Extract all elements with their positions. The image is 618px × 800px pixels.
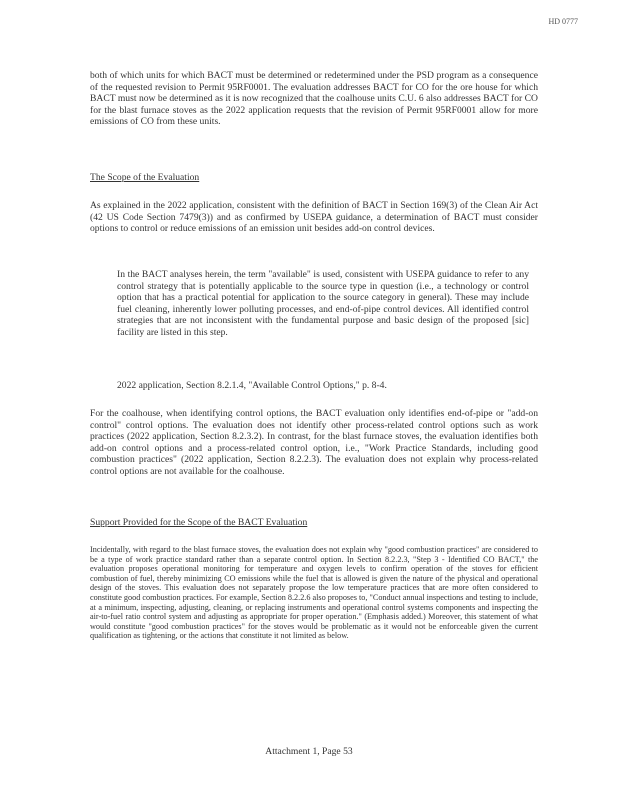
scope-paragraph: As explained in the 2022 application, consistent with the definition of BACT in Section 169(3) of the Clean Air Act (42 US Code Section 7479(3)) and as confirmed by USEPA guidance, a determination of BACT must consider options to control or reduce emissions of an emission unit besides add-on control devices. bbox=[90, 200, 538, 234]
document-number: HD 0777 bbox=[548, 17, 578, 26]
page-footer: Attachment 1, Page 53 bbox=[265, 746, 353, 757]
block-quote: In the BACT analyses herein, the term "available" is used, consistent with USEPA guidance to refer to any control strategy that is potentially applicable to the source type in question (i.e., a technology or control option that has a practical potential for application to the source category in general). These may include fuel cleaning, inherently lower polluting processes, and end-of-pipe control devices. All identified control strategies that are not inconsistent with the fundamental purpose and basic design of the proposed [sic] facility are listed in this step. bbox=[117, 269, 529, 338]
scope-heading: The Scope of the Evaluation bbox=[90, 172, 200, 183]
support-heading: Support Provided for the Scope of the BACT Evaluation bbox=[90, 517, 308, 528]
coalhouse-paragraph: For the coalhouse, when identifying control options, the BACT evaluation only identifies end-of-pipe or "add-on control" control options. The evaluation does not identify other process-related control options such as work practices (2022 application, Section 8.2.3.2). In contrast, for the blast furnace stoves, the evaluation identifies both add-on control options and a process-related control option, i.e., "Work Practice Standards, including good combustion practices" (2022 application, Section 8.2.2.3). The evaluation does not explain why process-related control options are not available for the coalhouse. bbox=[90, 408, 538, 477]
footnote: Incidentally, with regard to the blast furnace stoves, the evaluation does not explain why "good combustion practices" are considered to be a type of work practice standard rather than a separate control option. In Section 8.2.2.3, "Step 3 - Identified CO BACT," the evaluation proposes operational monitoring for temperature and oxygen levels to confirm operation of the stoves for efficient combustion of fuel, thereby minimizing CO emissions while the fuel that is allowed is given the nature of the physical and operational design of the stoves. This evaluation does not separately propose the low temperature practices that are more often considered to constitute good combustion practices. For example, Section 8.2.2.6 also proposes to, "Conduct annual inspections and testing to include, at a minimum, inspecting, adjusting, cleaning, or replacing instruments and operational control systems components and inspecting the air-to-fuel ratio control system and adjusting as appropriate for proper operation." (Emphasis added.) Moreover, this statement of what would constitute "good combustion practices" for the stoves would be problematic as it would not be enforceable given the current qualification as tightening, or the actions that constitute it not limited as below. bbox=[90, 545, 538, 641]
quote-citation: 2022 application, Section 8.2.1.4, "Available Control Options," p. 8-4. bbox=[117, 380, 387, 391]
intro-paragraph: both of which units for which BACT must be determined or redetermined under the PSD program as a consequence of the requested revision to Permit 95RF0001. The evaluation addresses BACT for CO for the ore house for which BACT must now be determined as it is now recognized that the coalhouse units C.U. 6 also addresses BACT for CO for the blast furnace stoves as the 2022 application requests that the revision of Permit 95RF0001 allow for more emissions of CO from these units. bbox=[90, 70, 538, 127]
